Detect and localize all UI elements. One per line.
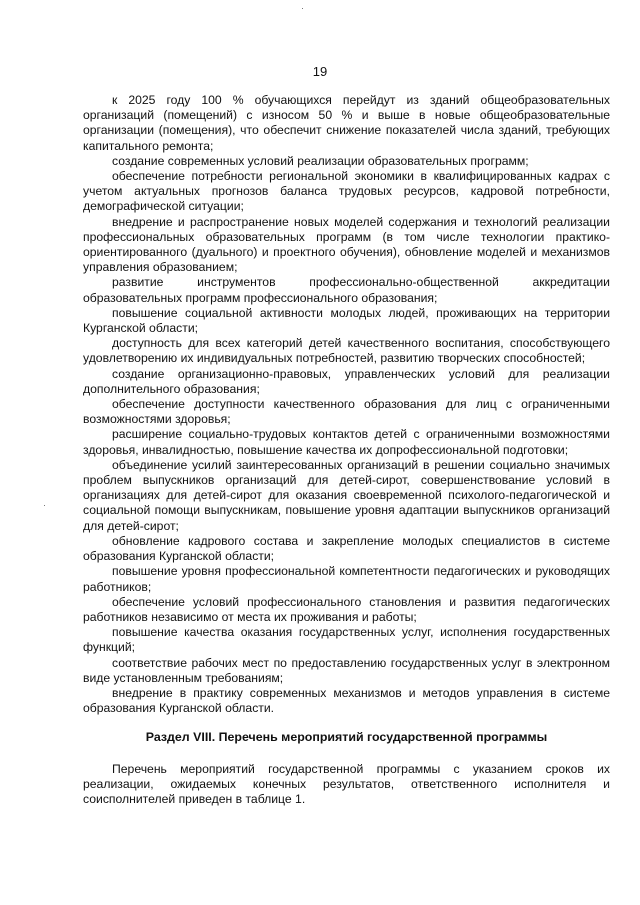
list-item: повышение социальной активности молодых людей, проживающих на территории Курганской области;	[83, 305, 610, 336]
document-body	[83, 93, 610, 807]
page-number: 19	[312, 64, 328, 79]
scan-speck	[44, 505, 45, 506]
list-item: расширение социально-трудовых контактов детей с ограниченными возможностями здоровья, инвалидностью, повышение качества их допрофессиональной подготовки;	[83, 427, 610, 457]
list-item: обеспечение потребности региональной экономики в квалифицированных кадрах с учетом актуальных прогнозов баланса трудовых ресурсов, кадровой потребности, демографической ситуации;	[83, 169, 610, 214]
list-item: доступность для всех категорий детей качественного воспитания, способствующего удовлетворению их индивидуальных потребностей, развитию творческих способностей;	[83, 336, 610, 366]
section-heading: Раздел VIII. Перечень мероприятий государственной программы	[145, 730, 548, 745]
list-item: повышение качества оказания государственных услуг, исполнения государственных функций;	[83, 625, 610, 655]
list-item: создание современных условий реализации образовательных программ;	[112, 153, 529, 168]
scan-speck	[302, 8, 303, 9]
list-item: обновление кадрового состава и закрепление молодых специалистов в системе образования Курганской области;	[83, 533, 610, 564]
list-item: соответствие рабочих мест по предоставлению государственных услуг в электронном виде установленным требованиям;	[83, 655, 610, 685]
list-item: повышение уровня профессиональной компетентности педагогических и руководящих работников;	[83, 564, 610, 594]
list-item: обеспечение доступности качественного образования для лиц с ограниченными возможностями здоровья;	[83, 397, 610, 427]
list-item: внедрение в практику современных механизмов и методов управления в системе образования Курганской области.	[83, 685, 610, 716]
list-item: внедрение и распространение новых моделей содержания и технологий реализации профессиональных образовательных программ (в том числе технологии практико-ориентированного (дуального) и проектного обучения), обновление моделей и механизмов управления образованием;	[83, 214, 610, 275]
list-item: объединение усилий заинтересованных организаций в решении социально значимых проблем выпускников организаций для детей-сирот, совершенствование условий в организациях для детей-сирот для оказания своевременной психолого-педагогической и социальной помощи выпускникам, повышение уровня адаптации выпускников организаций для детей-сирот;	[83, 457, 610, 533]
list-item: создание организационно-правовых, управленческих условий для реализации дополнительного образования;	[83, 366, 610, 396]
closing-paragraph: Перечень мероприятий государственной программы с указанием сроков их реализации, ожидаемых конечных результатов, ответственного исполнителя и соисполнителей приведен в таблице 1.	[83, 761, 610, 806]
list-item: обеспечение условий профессионального становления и развития педагогических работников независимо от места их проживания и работы;	[83, 594, 610, 624]
list-item: развитие инструментов профессионально-общественной аккредитации образовательных программ профессионального образования;	[83, 275, 610, 305]
list-item: к 2025 году 100 % обучающихся перейдут из зданий общеобразовательных организаций (помещений) с износом 50 % и выше в новые общеобразовательные организации (помещения), что обеспечит снижение показателей числа зданий, требующих капитального ремонта;	[83, 93, 610, 153]
